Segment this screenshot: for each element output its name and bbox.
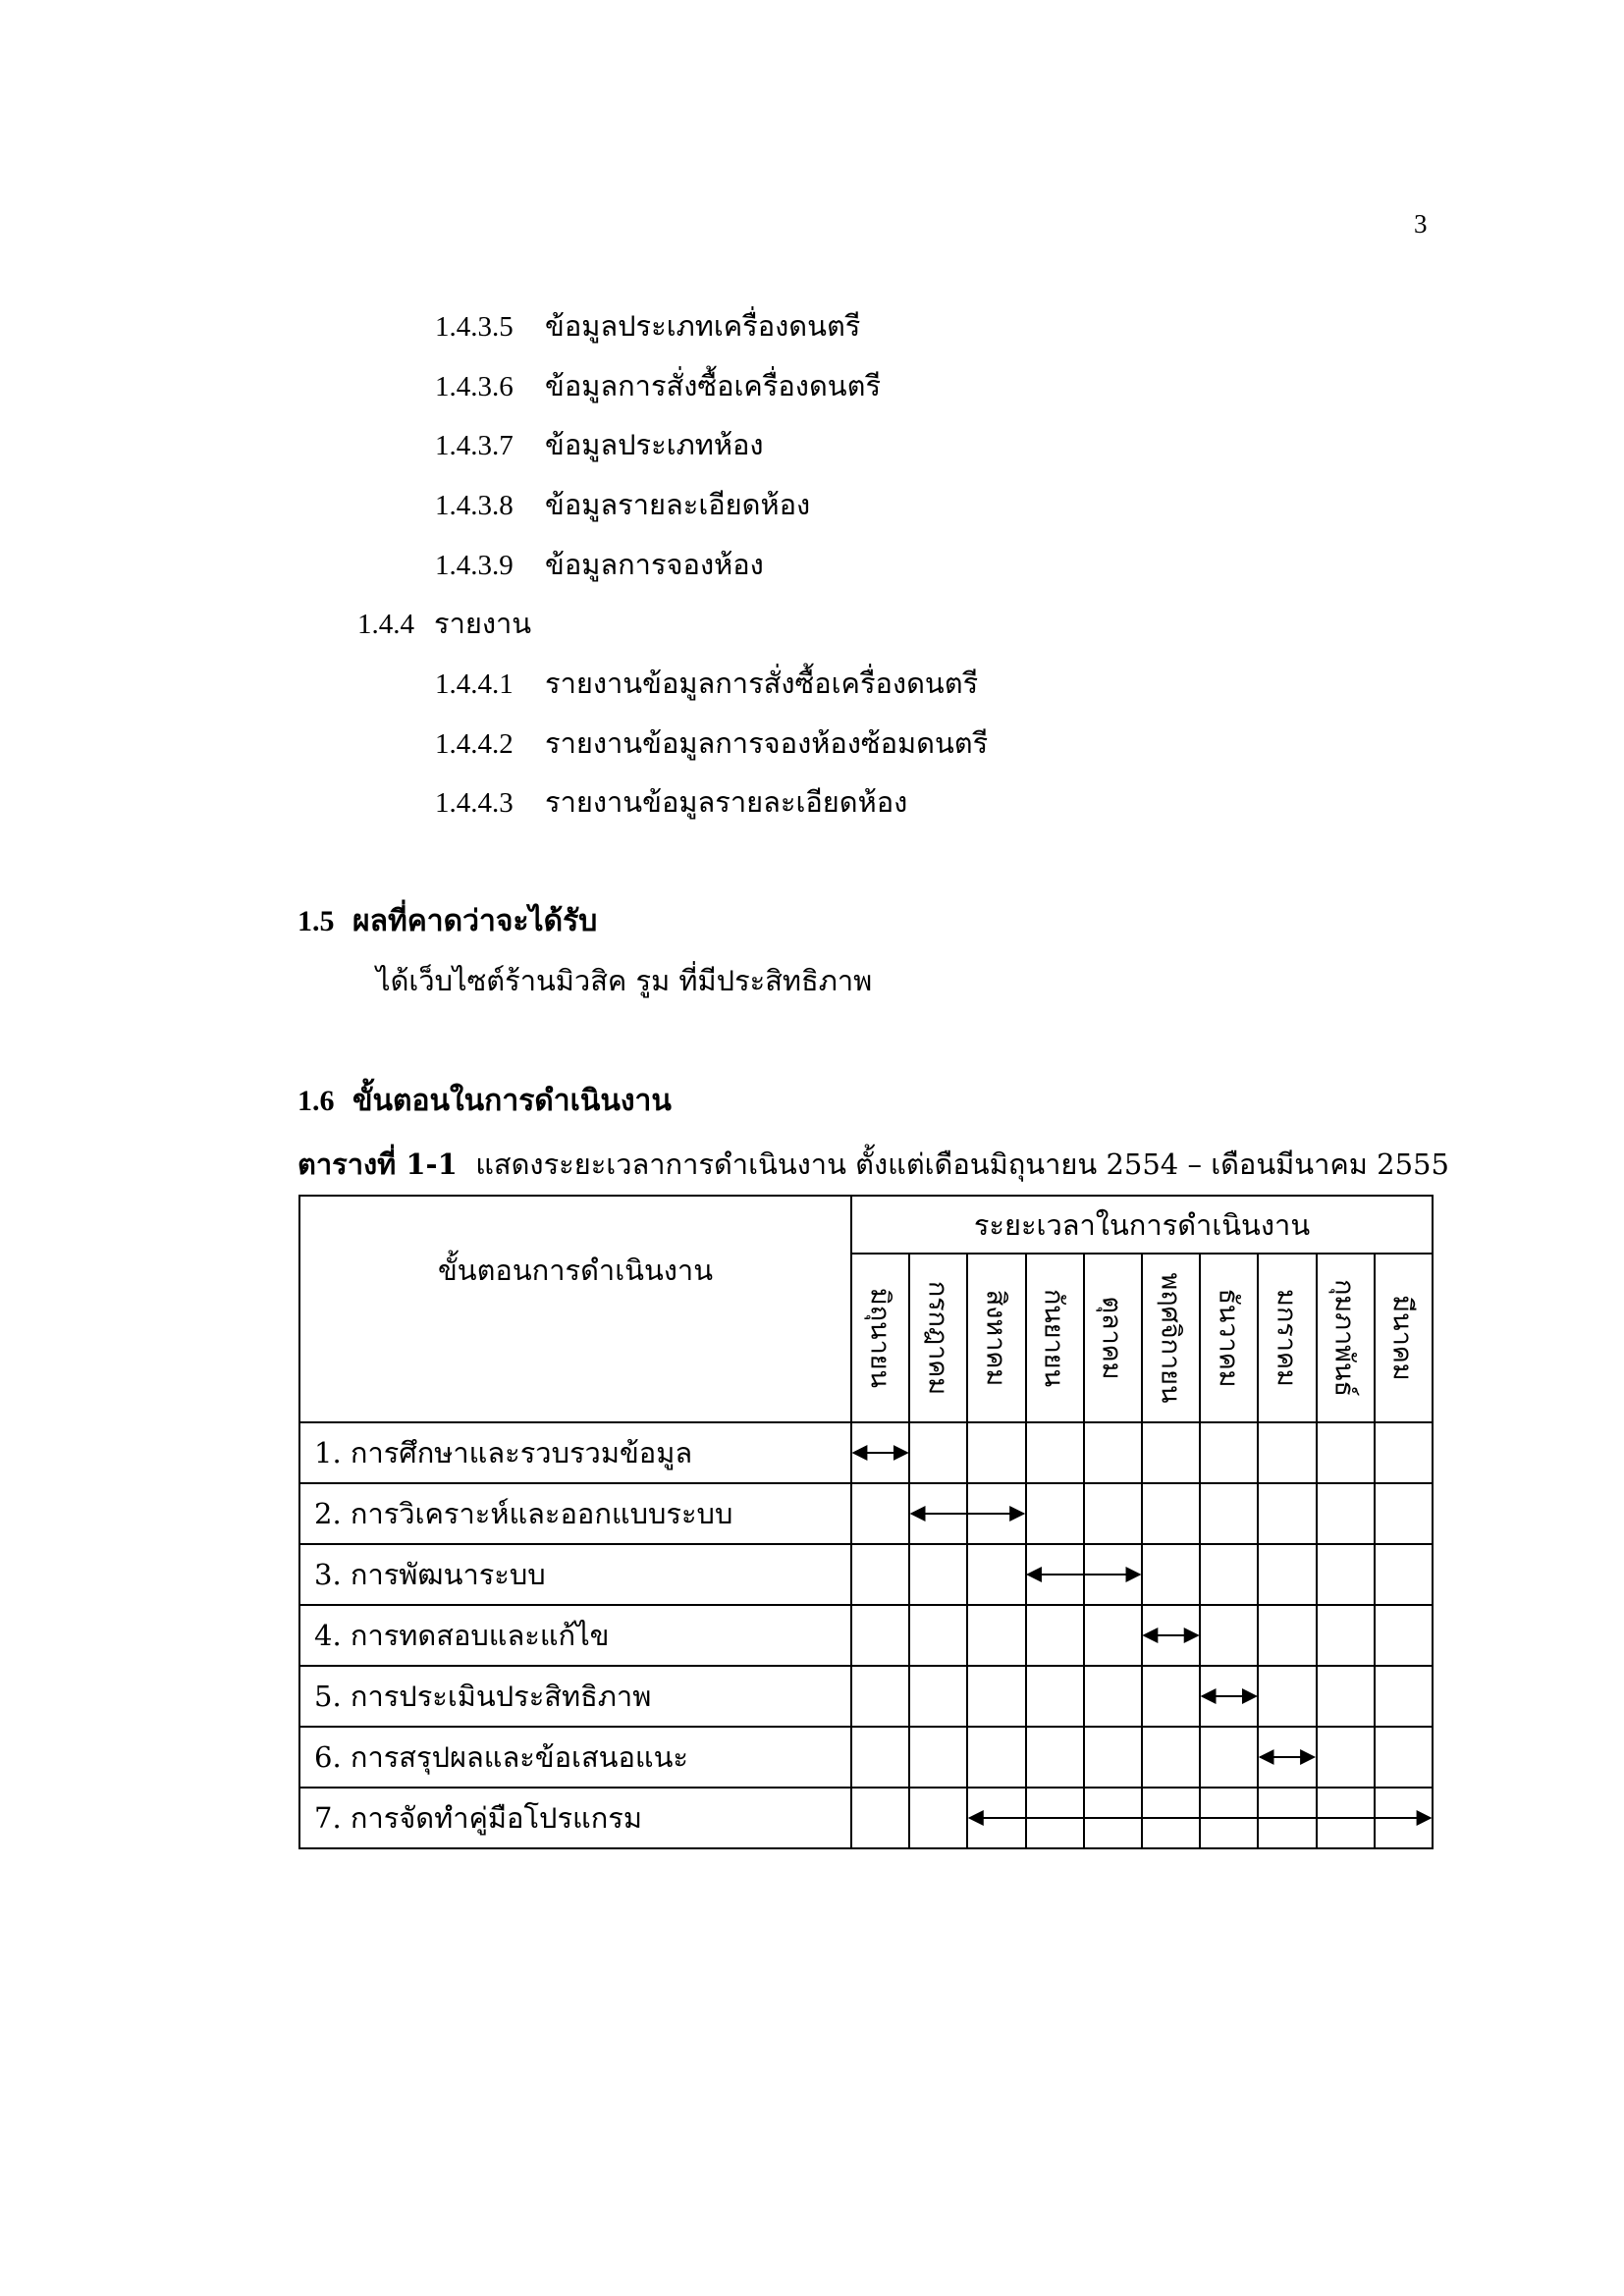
- step-name: 1. การศึกษาและรวบรวมข้อมูล: [299, 1422, 851, 1483]
- timeline-cell: [1200, 1605, 1258, 1666]
- section-1-5-body: ได้เว็บไซต์ร้านมิวสิค รูม ที่มีประสิทธิภาพ: [376, 964, 873, 997]
- item-text: ข้อมูลการจองห้อง: [545, 548, 764, 581]
- report-item-1441: [435, 664, 978, 704]
- month-header: [1200, 1254, 1258, 1422]
- item-number: 1.4.3.5: [435, 311, 514, 343]
- timeline-cell: [909, 1605, 967, 1666]
- timeline-cell: [1084, 1544, 1142, 1605]
- timeline-cell: [1084, 1605, 1142, 1666]
- report-heading: [357, 604, 531, 644]
- period-header: ระยะเวลาในการดำเนินงาน: [851, 1196, 1433, 1254]
- page-number: 3: [1414, 209, 1428, 239]
- month-label: มิถุนายน: [864, 1287, 895, 1389]
- table-row: [299, 1483, 1433, 1544]
- data-item-1437: [435, 425, 764, 465]
- timeline-cell: [851, 1788, 909, 1848]
- timeline-cell: [1317, 1788, 1375, 1848]
- timeline-cell: [1200, 1422, 1258, 1483]
- timeline-cell: [1200, 1544, 1258, 1605]
- timeline-cell: [1375, 1605, 1433, 1666]
- data-item-1439: [435, 545, 764, 585]
- timeline-cell: [909, 1422, 967, 1483]
- timeline-cell: [851, 1422, 909, 1483]
- item-number: 1.4.4.3: [435, 787, 514, 819]
- month-label: ตุลาคม: [1096, 1296, 1127, 1380]
- timeline-cell: [1200, 1788, 1258, 1848]
- timeline-cell: [1317, 1422, 1375, 1483]
- timeline-cell: [1084, 1666, 1142, 1727]
- timeline-cell: [1317, 1544, 1375, 1605]
- timeline-cell: [909, 1727, 967, 1788]
- timeline-cell: [1142, 1727, 1200, 1788]
- timeline-cell: [1258, 1788, 1316, 1848]
- month-label: สิงหาคม: [980, 1289, 1011, 1387]
- data-item-1438: [435, 485, 810, 525]
- month-header: [967, 1254, 1025, 1422]
- timeline-cell: [967, 1605, 1025, 1666]
- timeline-cell: [967, 1666, 1025, 1727]
- month-header: [1084, 1254, 1142, 1422]
- item-number: 1.4.3.9: [435, 550, 514, 581]
- table-caption-text: แสดงระยะเวลาการดำเนินงาน ตั้งแต่เดือนมิถุนายน 2554 – เดือนมีนาคม 2555: [475, 1148, 1449, 1181]
- item-number: 1.4.4.2: [435, 728, 514, 760]
- item-text: ข้อมูลการสั่งซื้อเครื่องดนตรี: [545, 369, 882, 402]
- timeline-cell: [851, 1727, 909, 1788]
- timeline-cell: [1317, 1727, 1375, 1788]
- timeline-cell: [967, 1727, 1025, 1788]
- item-number: 1.4.3.6: [435, 371, 514, 402]
- timeline-cell: [851, 1483, 909, 1544]
- schedule-body: [299, 1422, 1433, 1848]
- timeline-cell: [1317, 1666, 1375, 1727]
- timeline-cell: [1026, 1605, 1084, 1666]
- table-caption: [298, 1145, 1449, 1184]
- timeline-cell: [1026, 1422, 1084, 1483]
- item-text: ข้อมูลรายละเอียดห้อง: [545, 488, 811, 521]
- step-name: 7. การจัดทำคู่มือโปรแกรม: [299, 1788, 851, 1848]
- month-label: กุมภาพันธ์: [1328, 1279, 1360, 1397]
- section-title: ผลที่คาดว่าจะได้รับ: [352, 904, 598, 938]
- timeline-cell: [1258, 1605, 1316, 1666]
- month-label: มกราคม: [1271, 1289, 1302, 1387]
- report-item-1442: [435, 723, 988, 764]
- timeline-cell: [1084, 1788, 1142, 1848]
- item-text: ข้อมูลประเภทเครื่องดนตรี: [545, 309, 861, 343]
- report-item-1443: [435, 782, 907, 823]
- item-text: รายงานข้อมูลการจองห้องซ้อมดนตรี: [545, 726, 989, 760]
- timeline-cell: [909, 1544, 967, 1605]
- timeline-cell: [1200, 1483, 1258, 1544]
- timeline-cell: [967, 1544, 1025, 1605]
- timeline-cell: [967, 1483, 1025, 1544]
- section-number: 1.6: [298, 1085, 335, 1117]
- item-number: 1.4.4: [357, 609, 414, 640]
- item-text: รายงาน: [434, 607, 532, 640]
- timeline-cell: [1375, 1666, 1433, 1727]
- schedule-table: [298, 1195, 1434, 1849]
- month-header: [1026, 1254, 1084, 1422]
- timeline-cell: [909, 1666, 967, 1727]
- timeline-cell: [1142, 1483, 1200, 1544]
- timeline-cell: [909, 1788, 967, 1848]
- timeline-cell: [1258, 1544, 1316, 1605]
- timeline-cell: [1375, 1544, 1433, 1605]
- timeline-cell: [909, 1483, 967, 1544]
- timeline-cell: [1142, 1544, 1200, 1605]
- timeline-cell: [1258, 1422, 1316, 1483]
- timeline-cell: [1026, 1666, 1084, 1727]
- timeline-cell: [1258, 1727, 1316, 1788]
- month-label: พฤศจิกายน: [1155, 1272, 1186, 1404]
- timeline-cell: [1026, 1544, 1084, 1605]
- item-text: รายงานข้อมูลรายละเอียดห้อง: [545, 785, 908, 819]
- timeline-cell: [1375, 1788, 1433, 1848]
- month-header: [1375, 1254, 1433, 1422]
- month-header: [1258, 1254, 1316, 1422]
- timeline-cell: [1026, 1788, 1084, 1848]
- step-name: 4. การทดสอบและแก้ไข: [299, 1605, 851, 1666]
- step-column-header: ขั้นตอนการดำเนินงาน: [299, 1196, 851, 1422]
- step-name: 3. การพัฒนาระบบ: [299, 1544, 851, 1605]
- timeline-cell: [967, 1788, 1025, 1848]
- timeline-cell: [851, 1544, 909, 1605]
- step-name: 6. การสรุปผลและข้อเสนอแนะ: [299, 1727, 851, 1788]
- table-caption-label: ตารางที่ 1-1: [298, 1148, 458, 1181]
- section-number: 1.5: [298, 905, 335, 937]
- timeline-cell: [851, 1666, 909, 1727]
- timeline-cell: [1317, 1483, 1375, 1544]
- step-name: 2. การวิเคราะห์และออกแบบระบบ: [299, 1483, 851, 1544]
- timeline-cell: [1200, 1666, 1258, 1727]
- timeline-cell: [1258, 1666, 1316, 1727]
- timeline-cell: [967, 1422, 1025, 1483]
- section-1-5-heading: [298, 902, 597, 941]
- month-header: [851, 1254, 909, 1422]
- item-number: 1.4.3.8: [435, 490, 514, 521]
- table-row: [299, 1788, 1433, 1848]
- data-item-1436: [435, 366, 881, 406]
- month-header: [1142, 1254, 1200, 1422]
- timeline-cell: [1026, 1727, 1084, 1788]
- timeline-cell: [1084, 1483, 1142, 1544]
- section-title: ขั้นตอนในการดำเนินงาน: [352, 1084, 672, 1118]
- item-text: รายงานข้อมูลการสั่งซื้อเครื่องดนตรี: [545, 667, 979, 700]
- timeline-cell: [1142, 1788, 1200, 1848]
- timeline-cell: [1084, 1727, 1142, 1788]
- item-text: ข้อมูลประเภทห้อง: [545, 428, 764, 461]
- timeline-cell: [1142, 1666, 1200, 1727]
- month-header: [1317, 1254, 1375, 1422]
- step-name: 5. การประเมินประสิทธิภาพ: [299, 1666, 851, 1727]
- table-row: [299, 1666, 1433, 1727]
- timeline-cell: [1258, 1483, 1316, 1544]
- timeline-cell: [1317, 1605, 1375, 1666]
- section-1-6-heading: [298, 1082, 672, 1121]
- table-row: [299, 1544, 1433, 1605]
- table-row: [299, 1422, 1433, 1483]
- timeline-cell: [1026, 1483, 1084, 1544]
- item-number: 1.4.4.1: [435, 668, 514, 700]
- month-label: มีนาคม: [1386, 1295, 1418, 1381]
- timeline-cell: [1375, 1727, 1433, 1788]
- month-header: [909, 1254, 967, 1422]
- timeline-cell: [1084, 1422, 1142, 1483]
- item-number: 1.4.3.7: [435, 430, 514, 461]
- timeline-cell: [1200, 1727, 1258, 1788]
- timeline-cell: [1375, 1483, 1433, 1544]
- data-item-1435: [435, 306, 860, 347]
- month-label: กรกฎาคม: [922, 1280, 953, 1396]
- table-row: [299, 1727, 1433, 1788]
- month-label: กันยายน: [1038, 1288, 1069, 1388]
- table-row: [299, 1605, 1433, 1666]
- month-label: ธันวาคม: [1213, 1288, 1244, 1388]
- timeline-cell: [1375, 1422, 1433, 1483]
- timeline-cell: [1142, 1422, 1200, 1483]
- timeline-cell: [851, 1605, 909, 1666]
- timeline-cell: [1142, 1605, 1200, 1666]
